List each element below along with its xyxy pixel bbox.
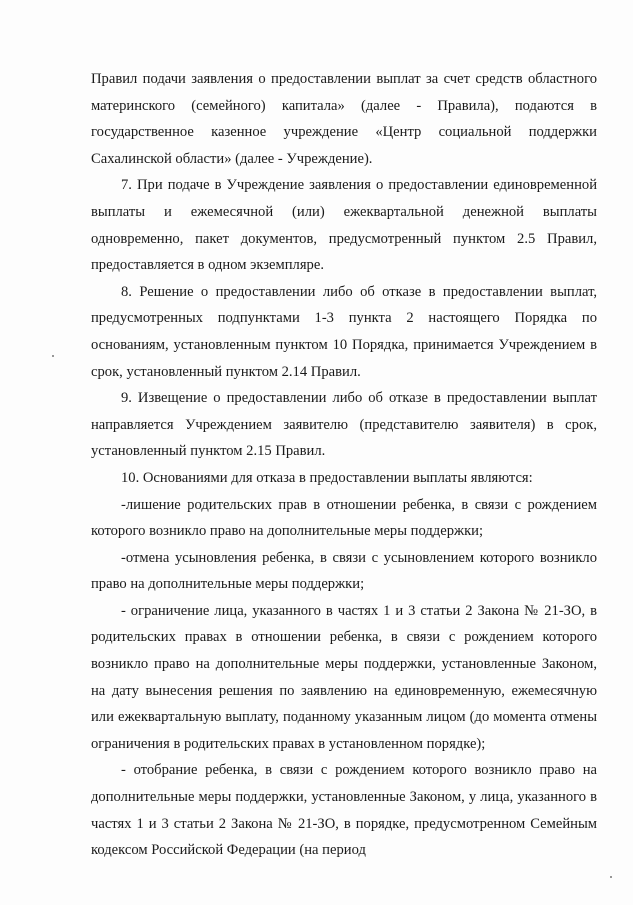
paragraph-item-9: 9. Извещение о предоставлении либо об отказе в предоставлении выплат направляется Учреждением заявителю (представителю заявителя) в срок, установленный пунктом 2.15 Правил.: [91, 390, 597, 460]
paragraph-item-10: 10. Основаниями для отказа в предоставлении выплаты являются:: [121, 469, 533, 486]
list-item-child-removal: - отобрание ребенка, в связи с рождением которого возникло право на дополнительные меры поддержки, установленные Законом, у лица, указанного в частях 1 и 3 статьи 2 Закона № 21-ЗО, в порядке, предусмотренном Семейным кодексом Российской Федерации (на период: [91, 762, 597, 859]
list-item-restriction-of-rights: - ограничение лица, указанного в частях 1 и 3 статьи 2 Закона № 21-ЗО, в родительских правах в отношении ребенка, в связи с рождением которого возникло право на дополнительные меры поддержки, установленные Законом, на дату вынесения решения по заявлению на единовременную, ежемесячную или ежеквартальную выплату, поданному указанным лицом (до момента отмены ограничения в родительских правах в установленном порядке);: [91, 602, 597, 752]
scan-speck: [52, 355, 54, 357]
document-body: [91, 66, 597, 864]
paragraph-rules-continuation: Правил подачи заявления о предоставлении выплат за счет средств областного материнского (семейного) капитала» (далее - Правила), подаются в государственное казенное учреждение «Центр социальной поддержки Сахалинской области» (далее - Учреждение).: [91, 71, 597, 167]
list-item-adoption-cancellation: -отмена усыновления ребенка, в связи с усыновлением которого возникло право на дополнительные меры поддержки;: [91, 549, 597, 593]
paragraph-item-7: 7. При подаче в Учреждение заявления о предоставлении единовременной выплаты и ежемесячной (или) ежеквартальной денежной выплаты одновременно, пакет документов, предусмотренный пунктом 2.5 Правил, предоставляется в одном экземпляре.: [91, 177, 597, 274]
list-item-deprivation-of-rights: -лишение родительских прав в отношении ребенка, в связи с рождением которого возникло право на дополнительные меры поддержки;: [91, 496, 597, 540]
scan-speck: [610, 876, 612, 878]
paragraph-item-8: 8. Решение о предоставлении либо об отказе в предоставлении выплат, предусмотренных подпунктами 1-3 пункта 2 настоящего Порядка по основаниям, установленным пунктом 10 Порядка, принимается Учреждением в срок, установленный пунктом 2.14 Правил.: [91, 283, 597, 380]
